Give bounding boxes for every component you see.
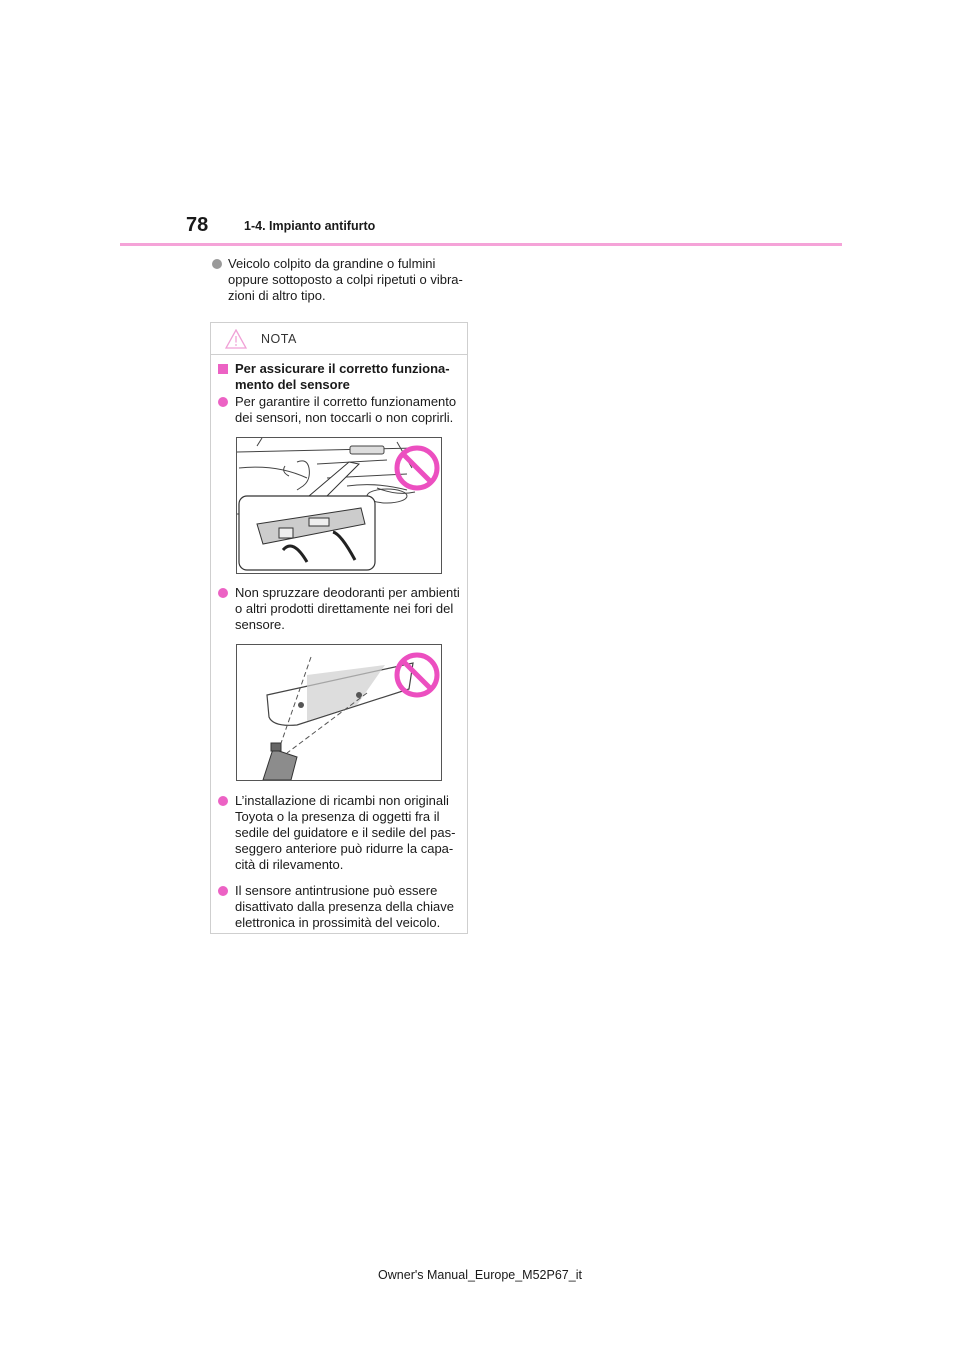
nota-bullet-1 [218,394,463,426]
figure-do-not-cover-sensor [236,437,442,574]
nota-bullet-2 [218,585,463,633]
header-rule [120,243,842,246]
bullet-dot-icon [218,397,228,407]
bullet-dot-icon [212,259,222,269]
page-number: 78 [186,214,209,236]
intro-bullet [212,256,472,304]
nota-bullet-3 [218,793,463,873]
figure-do-not-spray-sensor [236,644,442,781]
nota-header [211,323,467,355]
bullet-dot-icon [218,886,228,896]
nota-subheading [218,361,463,393]
warning-triangle-icon [225,329,247,349]
nota-bullet-3-text: L’installazione di ricambi non originali Toyota o la presenza di oggetti fra il sedile del guidatore e il sedile del pas- seggero anteriore può ridurre la capa- cità di rilevamento. [235,793,456,872]
nota-bullet-1-text: Per garantire il corretto funzionamento dei sensori, non toccarli o non coprirli. [235,394,457,425]
bullet-dot-icon [218,588,228,598]
section-title: 1-4. Impianto antifurto [244,219,376,233]
spray-can-icon [263,743,297,780]
sensor-cover-illustration [237,438,441,573]
nota-bullet-4-text: Il sensore antintrusione può essere disattivato dalla presenza della chiave elettronica in prossimità del veicolo. [235,883,454,930]
spray-illustration [237,645,441,780]
nota-bullet-4 [218,883,463,931]
bullet-dot-icon [218,796,228,806]
footer-document-id: Owner's Manual_Europe_M52P67_it [378,1268,582,1282]
square-bullet-icon [218,364,228,374]
intro-bullet-text: Veicolo colpito da grandine o fulmini oppure sottoposto a colpi ripetuti o vibra- zioni di altro tipo. [228,256,463,303]
prohibited-icon [397,448,437,488]
nota-bullet-2-text: Non spruzzare deodoranti per ambienti o altri prodotti direttamente nei fori del sensore. [235,585,460,632]
prohibited-icon [397,655,437,695]
nota-subheading-text: Per assicurare il corretto funziona- mento del sensore [235,361,450,392]
nota-box [210,322,468,934]
nota-label: NOTA [261,332,297,346]
